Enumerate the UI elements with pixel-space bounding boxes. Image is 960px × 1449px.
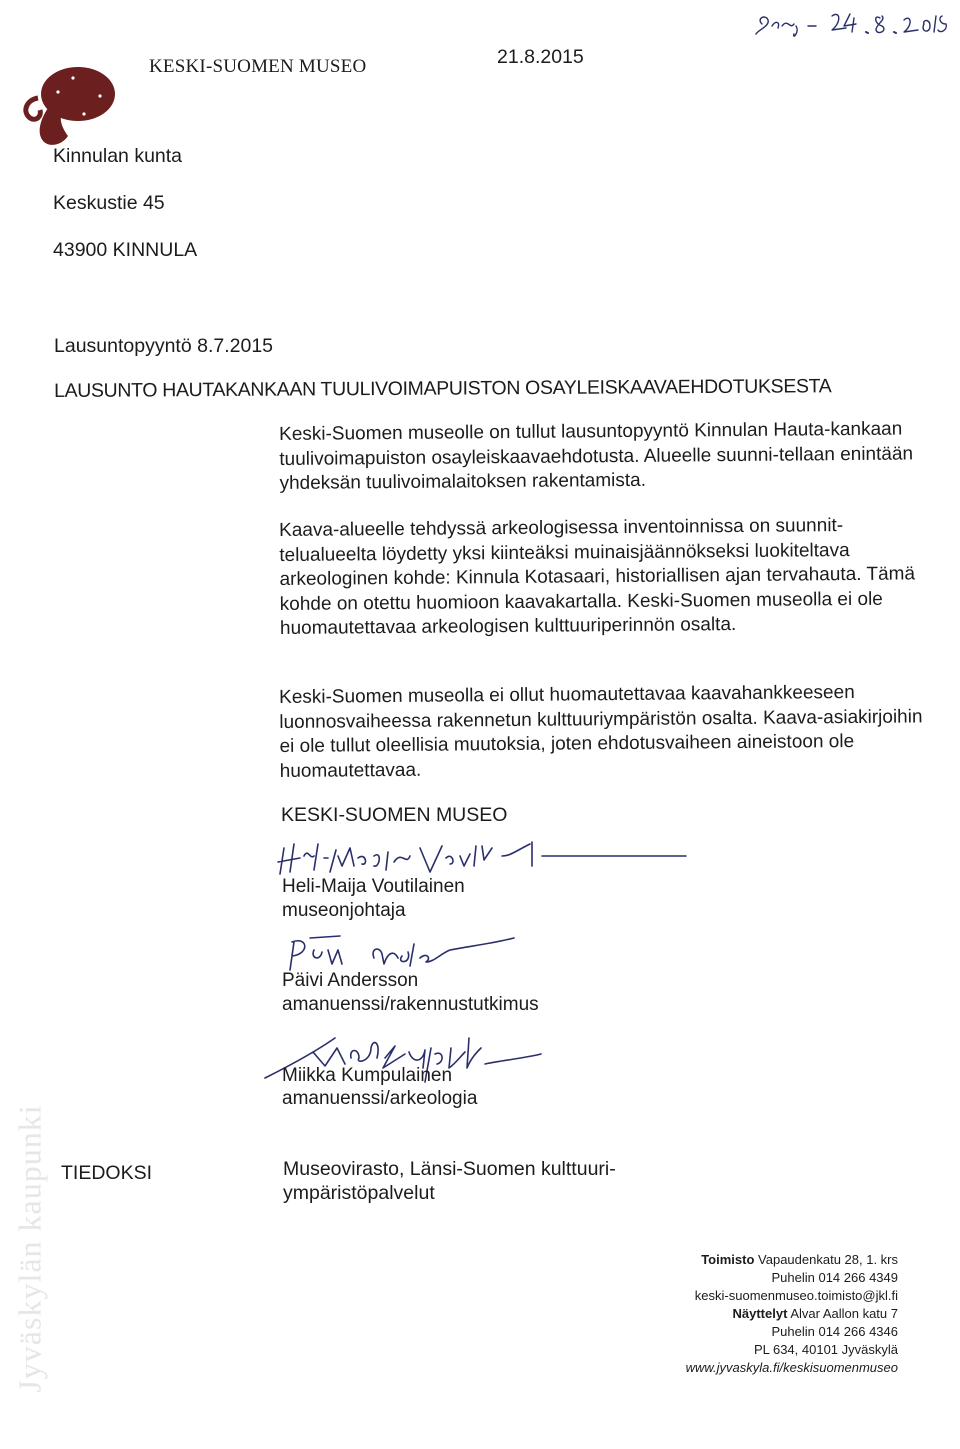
exhibitions-line	[686, 1305, 898, 1323]
paragraph-2: Kaava-alueelle tehdyssä arkeologisessa inventoinnissa on suunnit-telualueelta löydetty yksi kiinteäksi muinaisjäännökseksi luokiteltava arkeologinen kohde: Kinnula Kotasaari, historiallisen ajan tervahauta. Tämä kohde on otettu huomioon kaavakartalla. Keski-Suomen museolla ei ole huomautettavaa arkeologisen kulttuuriperinnön osalta.	[279, 515, 916, 639]
office-email[interactable]: keski-suomenmuseo.toimisto@jkl.fi	[694, 1288, 898, 1303]
letter-date: 21.8.2015	[497, 46, 584, 68]
city-watermark: Jyväskylän kaupunki	[11, 1104, 48, 1393]
paragraph-3: Keski-Suomen museolla ei ollut huomautettavaa kaavahankkeeseen luonnosvaiheessa rakennetun kulttuuriympäristön osalta. Kaava-asiakirjoihin ei ole tullut oleellisia muutoksia, joten ehdotusvaiheen aineistoon ole huomautettavaa.	[279, 681, 923, 782]
recipient-postal: 43900 KINNULA	[53, 239, 198, 261]
postbox: PL 634, 40101 Jyväskylä	[753, 1342, 898, 1357]
office-label: Toimisto	[701, 1252, 755, 1267]
signer-1-title: museonjohtaja	[282, 900, 406, 921]
signer-2-name: Päivi Andersson	[282, 970, 419, 991]
signer-3-title: amanuenssi/arkeologia	[282, 1088, 478, 1109]
website-link[interactable]: www.jyvaskyla.fi/keskisuomenmuseo	[685, 1360, 898, 1375]
recipient-street: Keskustie 45	[53, 192, 165, 214]
received-date-handwriting	[748, 4, 948, 44]
cc-recipient-line-1: Museovirasto, Länsi-Suomen kulttuuri-	[283, 1158, 616, 1180]
contact-footer	[686, 1251, 898, 1377]
office-address: Vapaudenkatu 28, 1. krs	[758, 1252, 898, 1267]
sender-name: KESKI-SUOMEN MUSEO	[281, 804, 508, 826]
cc-label: TIEDOKSI	[61, 1162, 153, 1184]
signer-1-name: Heli-Maija Voutilainen	[282, 876, 465, 897]
cc-recipient-line-2: ympäristöpalvelut	[283, 1182, 435, 1204]
signer-2-title: amanuenssi/rakennustutkimus	[282, 994, 539, 1015]
exhibitions-label: Näyttelyt	[732, 1306, 788, 1321]
museum-logo	[18, 58, 118, 148]
paragraph-1: Keski-Suomen museolle on tullut lausuntopyyntö Kinnulan Hauta-kankaan tuulivoimapuiston osayleiskaavaehdotusta. Alueelle suunni-tellaan enintään yhdeksän tuulivoimalaitoksen rakentamista.	[279, 418, 914, 494]
office-line	[686, 1251, 898, 1269]
reference-line: Lausuntopyyntö 8.7.2015	[54, 335, 274, 357]
exhibitions-phone: Puhelin 014 266 4346	[771, 1324, 898, 1339]
office-phone: Puhelin 014 266 4349	[771, 1270, 898, 1285]
museum-name: KESKI-SUOMEN MUSEO	[149, 56, 367, 77]
signer-3-name: Miikka Kumpulainen	[282, 1065, 453, 1086]
exhibitions-address: Alvar Aallon katu 7	[790, 1306, 898, 1321]
letter-subject: LAUSUNTO HAUTAKANKAAN TUULIVOIMAPUISTON OSAYLEISKAAVAEHDOTUKSESTA	[54, 375, 832, 402]
recipient-name: Kinnulan kunta	[53, 145, 183, 167]
